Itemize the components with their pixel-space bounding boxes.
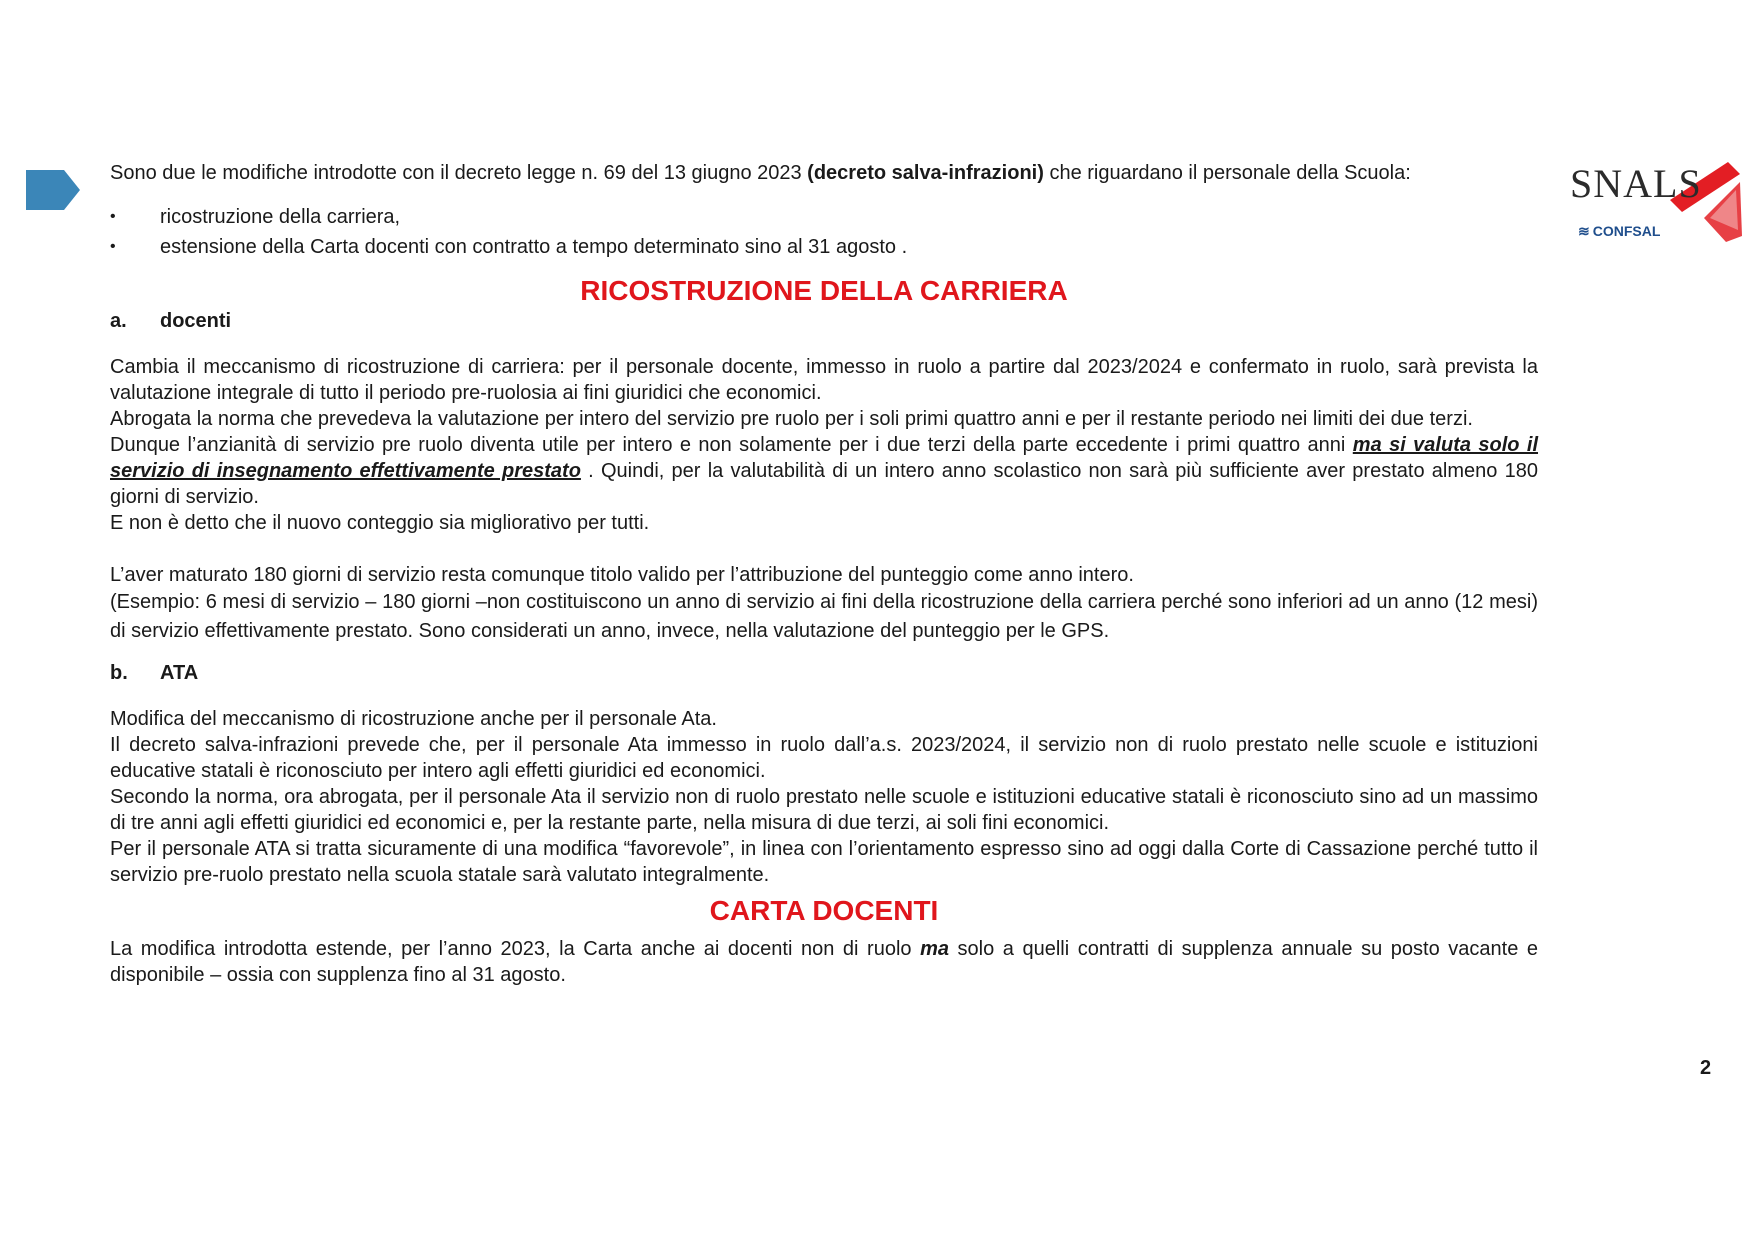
bullet-dot: •: [110, 238, 116, 255]
paragraph: La modifica introdotta estende, per l’anno 2023, la Carta anche ai docenti non di ruolo ma solo a quelli contratti di supplenza annuale su posto vacante e disponibile – ossia con supplenza fino al 31 agosto.: [110, 938, 1538, 986]
page-number: 2: [1700, 1057, 1712, 1079]
section-title-carta-docenti: CARTA DOCENTI: [709, 895, 939, 926]
subheading-ata: b. ATA: [110, 662, 199, 684]
logo-brand: SNALS: [1570, 161, 1702, 206]
paragraph: Il decreto salva-infrazioni prevede che, per il personale Ata immesso in ruolo dall’a.s. 2023/2024, il servizio non di ruolo prestato nelle scuole e istituzioni educative statali è riconosciuto per intero agli effetti giuridici ed economici.: [110, 734, 1538, 782]
emphasis-text: ma: [920, 938, 949, 960]
intro-paragraph: Sono due le modifiche introdotte con il decreto legge n. 69 del 13 giugno 2023 (decreto salva-infrazioni) che riguardano il personale della Scuola:: [110, 162, 1411, 184]
intro-bold: (decreto salva-infrazioni): [807, 162, 1044, 184]
paragraph: Per il personale ATA si tratta sicuramente di una modifica “favorevole”, in linea con l’orientamento espresso sino ad oggi dalla Corte di Cassazione perché tutto il servizio pre-ruolo prestato nella scuola statale sarà valutato integralmente.: [110, 838, 1538, 886]
confsal-waves-icon: ≋: [1578, 223, 1590, 239]
paragraph: Secondo la norma, ora abrogata, per il personale Ata il servizio non di ruolo prestato nelle scuole e istituzioni educative statali è riconosciuto sino ad un massimo di tre anni agli effetti giuridici ed economici e, per la restante parte, nella misura di due terzi, ai soli fini economici.: [110, 786, 1538, 834]
paragraph: Abrogata la norma che prevedeva la valutazione per intero del servizio pre ruolo per i soli primi quattro anni e per il restante periodo nei limiti dei due terzi.: [110, 408, 1473, 430]
bullet-list: [110, 202, 1538, 262]
logo-sub: [1578, 223, 1660, 240]
paragraph: Dunque l’anzianità di servizio pre ruolo diventa utile per intero e non solamente per i due terzi della parte eccedente i primi quattro anni ma si valuta solo il servizio di insegnamento effettivamente prestato . Quindi, per la valutabilità di un intero anno scolastico non sarà più sufficiente aver prestato almeno 180 giorni di servizio.: [110, 434, 1539, 508]
paragraph: Cambia il meccanismo di ricostruzione di carriera: per il personale docente, immesso in ruolo a partire dal 2023/2024 e confermato in ruolo, sarà prevista la valutazione integrale di tutto il periodo pre-ruolosia ai fini giuridici che economici.: [110, 356, 1538, 404]
logo-sub-text: CONFSAL: [1592, 223, 1661, 239]
emphasis-text: ma si valuta solo il servizio di insegnamento effettivamente prestato: [110, 434, 1539, 482]
list-item: • estensione della Carta docenti con contratto a tempo determinato sino al 31 agosto .: [110, 232, 1538, 262]
list-item: • ricostruzione della carriera,: [110, 202, 1538, 232]
section-title-ricostruzione: RICOSTRUZIONE DELLA CARRIERA: [580, 275, 1068, 306]
snals-confsal-logo: [1570, 160, 1740, 242]
paragraph: Modifica del meccanismo di ricostruzione anche per il personale Ata.: [110, 708, 717, 730]
paragraph: L’aver maturato 180 giorni di servizio resta comunque titolo valido per l’attribuzione del punteggio come anno intero.: [110, 564, 1134, 586]
bullet-dot: •: [110, 208, 116, 225]
pentagon-arrow-icon: [26, 170, 80, 210]
subheading-docenti: a. docenti: [110, 310, 232, 332]
document-body: [110, 160, 1538, 988]
paragraph: E non è detto che il nuovo conteggio sia migliorativo per tutti.: [110, 512, 650, 534]
example-paragraph: (Esempio: 6 mesi di servizio – 180 giorni –non costituiscono un anno di servizio ai fini della ricostruzione della carriera perché sono inferiori ad un anno (12 mesi) di servizio effettivamente prestato. Sono considerati un anno, invece, nella valutazione del punteggio per le GPS.: [110, 591, 1538, 642]
